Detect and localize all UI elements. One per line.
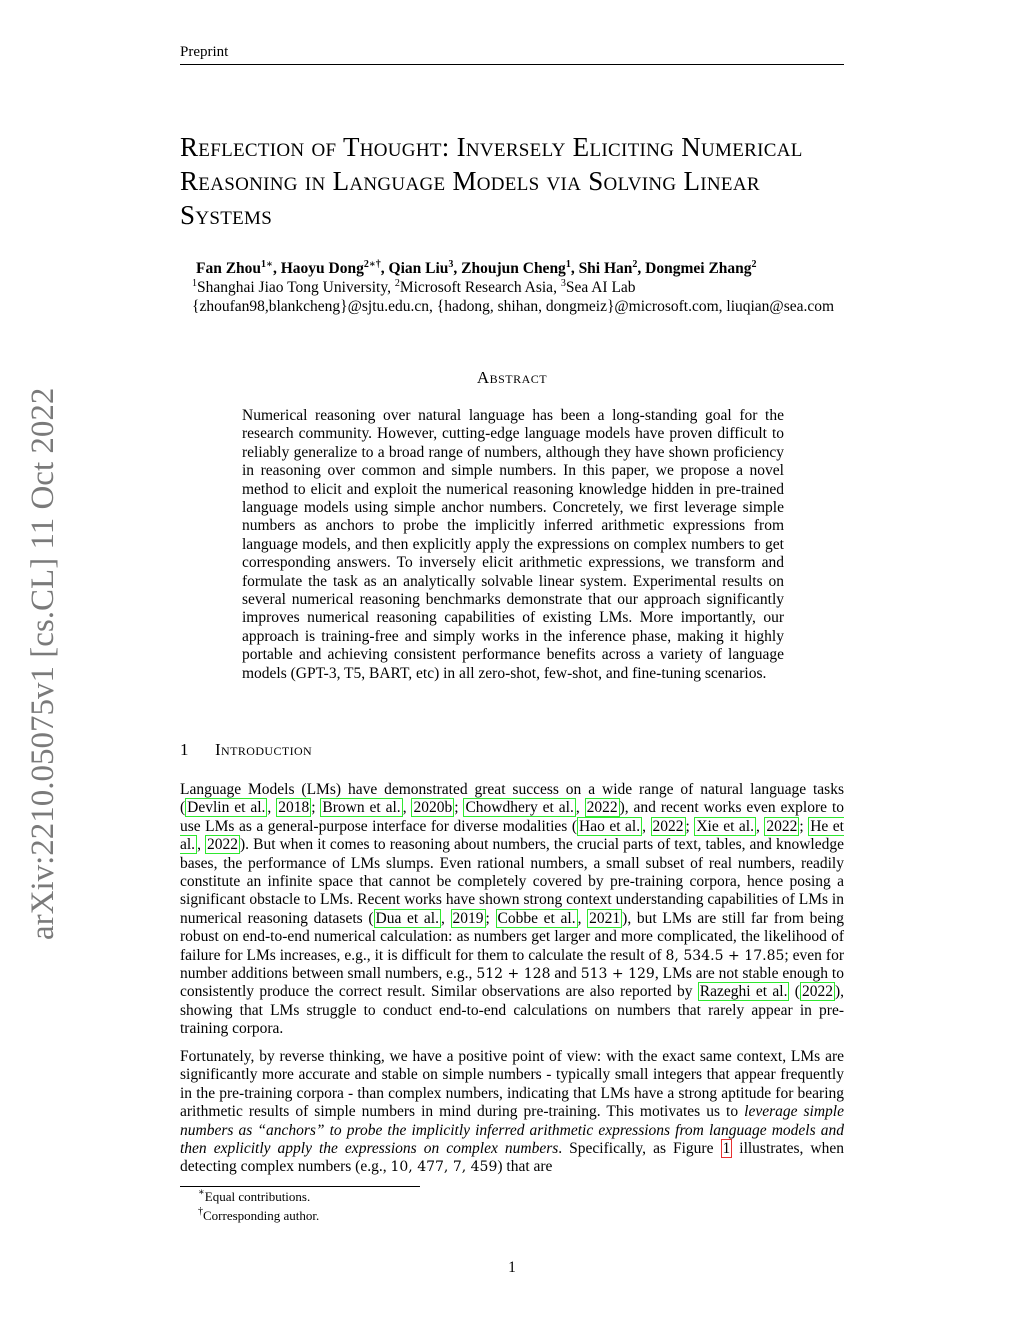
section-title: Introduction [215, 740, 313, 759]
text-run: Language Models (LMs) have demonstrated great success on a wide range of natural language tasks ( [180, 781, 844, 817]
citation-year-link[interactable]: 2018 [278, 799, 310, 817]
affil-sup: 2 [394, 278, 400, 289]
footnote-mark: ∗ [198, 1187, 205, 1198]
math-expression: 512 + 128 [476, 966, 551, 983]
abstract-body: Numerical reasoning over natural language has been a long-standing goal for the research community. However, cutting-edge language models have proven difficult to reliably generalize to a broad range of numbers, although they have shown proficiency in reasoning over common and simple numbers. In this paper, we propose a novel method to elicit and exploit the numerical reasoning knowledge hidden in pre-trained language models using simple anchor numbers. Concretely, we first leverage simple numbers as anchors to probe the implicitly inferred arithmetic expressions from language models, and then explicitly apply the expressions on complex numbers to get corresponding answers. To inversely elicit arithmetic expressions, we transform and formulate the task as an analytically solvable linear system. Experimental results on several numerical reasoning benchmarks demonstrate that our approach significantly improves numerical reasoning capabilities of existing LMs. More importantly, our approach is training-free and simply works in the inference phase, making it highly portable and achieving consistent performance benefits across a variety of language models (GPT-3, T5, BART, etc) in all zero-shot, few-shot, and fine-tuning scenarios. [242, 407, 784, 682]
text-run: , showing that LMs struggle to conduct end-to-end calculations on numbers that rarely appear in pre-training corpora. [180, 983, 845, 1038]
text-run: ) that are [497, 1158, 553, 1176]
page-number: 1 [508, 1259, 516, 1276]
citation-year-link[interactable]: 2022 [801, 983, 833, 1001]
affil-text: Shanghai Jiao Tong University, [197, 279, 395, 296]
citation-year-link[interactable]: 2022 [207, 836, 239, 854]
citation-year-link[interactable]: 2020b [413, 799, 453, 817]
citation-link[interactable]: Brown et al. [322, 799, 401, 817]
text-run: and [550, 965, 581, 983]
author-sup: 2 [751, 259, 757, 270]
citation-year-link[interactable]: 2021 [589, 909, 621, 927]
affil-sup: 3 [560, 278, 566, 289]
author-name: Shi Han [578, 260, 633, 277]
affiliations [192, 279, 636, 297]
author-list: Fan Zhou$^{1∗}$, Haoyu Dong$^{2∗\dagger}$, Qian Liu$^3$, Zhoujun Cheng$^1$, Shi Han$^2$, Dongmei Zhang$^2$ [196, 259, 757, 277]
text-run: , LMs are not stable enough to consistently produce the correct result. Similar observations are also reported by [180, 965, 844, 1001]
text-run: illustrates, when detecting complex numbers (e.g., [180, 1140, 845, 1176]
citation-link[interactable]: Hao et al. [579, 817, 641, 835]
text-run: Fortunately, by reverse thinking, we have a positive point of view: with the exact same context, LMs are significantly more accurate and stable on simple numbers - typically small integers that appear frequently in the pre-training corpora - than complex numbers, indicating that LMs have a strong aptitude for bearing arithmetic results of simple numbers in mind during pre-training. This motivates us to [180, 1048, 844, 1121]
citation-link[interactable]: Xie et al. [696, 817, 754, 835]
text-run: . Specifically, as Figure [558, 1140, 721, 1158]
citation-year-link[interactable]: 2022 [652, 817, 684, 835]
math-expression: 10, 477, 7, 459 [390, 1159, 498, 1176]
footnote-text: Corresponding author. [203, 1208, 320, 1223]
author-sup: 1∗ [261, 259, 273, 270]
author-sup: 1 [565, 259, 571, 270]
affil-text: Sea AI Lab [565, 279, 636, 296]
text-run: ; even for number additions between small numbers, e.g., [180, 946, 844, 983]
author-sup: 2 [632, 259, 638, 270]
author-name: Qian Liu [388, 260, 449, 277]
citation-link[interactable]: Chowdhery et al. [465, 799, 574, 817]
text-run: ). But when it comes to reasoning about numbers, the crucial parts of text, tables, and knowledge bases, the performance of LMs slumps. Even rational numbers, a small subset of real numbers, readily constitute an infinite space that cannot be completely covered by pre-training corpora, hence posing a significant obstacle to LMs. Recent works have shown strong context understanding capabilities of LMs in numerical reasoning datasets ( [180, 836, 845, 927]
footnote-equal-contribution [198, 1189, 310, 1205]
citation-link[interactable]: Cobbe et al. [497, 909, 576, 927]
author-name: Fan Zhou [196, 260, 262, 277]
citation-link[interactable]: Razeghi et al. [699, 983, 788, 1001]
footnote-corresponding-author [198, 1208, 319, 1224]
abstract-heading: Abstract [476, 368, 548, 387]
citation-link[interactable]: Dua et al. [375, 909, 439, 927]
author-name: Dongmei Zhang [645, 260, 752, 277]
header-rule [180, 64, 844, 65]
paper-title: Reflection of Thought: Inversely Eliciting Numerical Reasoning in Language Models via Solving Linear Systems [180, 132, 803, 230]
intro-paragraph-2 [180, 1048, 844, 1177]
figure-reference-link[interactable]: 1 [722, 1140, 731, 1158]
emphasis-text: leverage simple numbers as “anchors” to probe the implicitly inferred arithmetic expressions from language models and then explicitly apply the expressions on complex numbers [180, 1103, 844, 1158]
affil-sup: 1 [192, 278, 197, 289]
section-number: 1 [180, 740, 189, 759]
math-expression: 8, 534.5 + 17.85 [665, 947, 785, 964]
citation-year-link[interactable]: 2019 [452, 909, 484, 927]
affil-text: Microsoft Research Asia, [399, 279, 561, 296]
running-head: Preprint [180, 44, 229, 60]
intro-paragraph-1: Language Models (LMs) have demonstrated great success on a wide range of natural language tasks ( Devlin et al. , 2018 ; Brown et al. , 2020b ; Chowdhery et al. , 2022 ), and recent works even explore to use LMs as a general-purpose interface for diverse modalities ( Hao et al. , 2022 ; Xie et al. , 2022 ; He et al. , 2022 ). But when it comes to reasoning about numbers, the crucial parts of text, tables, and knowledge bases, the performance of LMs slumps. Even rational numbers, a small subset of real numbers, readily constitute an infinite space that cannot be completely covered by pre-training corpora, hence posing a significant obstacle to LMs. Recent works have shown strong context understanding capabilities of LMs in numerical reasoning datasets ( Dua et al. , 2019 ; Cobbe et al. , 2021 ), but LMs are still far from being robust on end-to-end numerical calculation: as numbers get larger and more complicated, the likelihood of failure for LMs increases, e.g., it is difficult for them to calculate the result of 8, 534.5 + 17.85; even for number additions between small numbers, e.g., 512 + 128 and 513 + 129, LMs are not stable enough to consistently produce the correct result. Similar observations are also reported by Razeghi et al. ( 2022 ), showing that LMs struggle to conduct end-to-end calculations on numbers that rarely appear in pre-training corpora. [180, 781, 845, 1038]
author-sup: 3 [448, 259, 454, 270]
arxiv-side-stamp: arXiv:2210.05075v1 [cs.CL] 11 Oct 2022 [25, 387, 61, 940]
text-run: ), but LMs are still far from being robust on end-to-end numerical calculation: as numbers get larger and more complicated, the likelihood of failure for LMs increases, e.g., it is difficult for them to calculate the result of [180, 909, 845, 964]
citation-link[interactable]: Devlin et al. [187, 799, 266, 817]
citation-year-link[interactable]: 2022 [766, 817, 798, 835]
author-name: Haoyu Dong [280, 260, 364, 277]
citation-year-link[interactable]: 2022 [586, 799, 618, 817]
author-sup: 2∗† [363, 259, 381, 270]
math-expression: 513 + 129 [580, 966, 655, 983]
footnote-mark: † [198, 1206, 203, 1217]
footnote-text: Equal contributions. [204, 1189, 311, 1204]
author-emails: {zhoufan98,blankcheng}@sjtu.edu.cn, {hadong, shihan, dongmeiz}@microsoft.com, liuqian@sea.com [192, 298, 835, 315]
citation-link[interactable]: He et al. [180, 817, 844, 854]
author-name: Zhoujun Cheng [461, 260, 566, 277]
section-heading [180, 740, 312, 760]
footnote-rule [180, 1186, 420, 1187]
text-run: ), and recent works even explore to use LMs as a general-purpose interface for diverse modalities ( [180, 799, 844, 835]
